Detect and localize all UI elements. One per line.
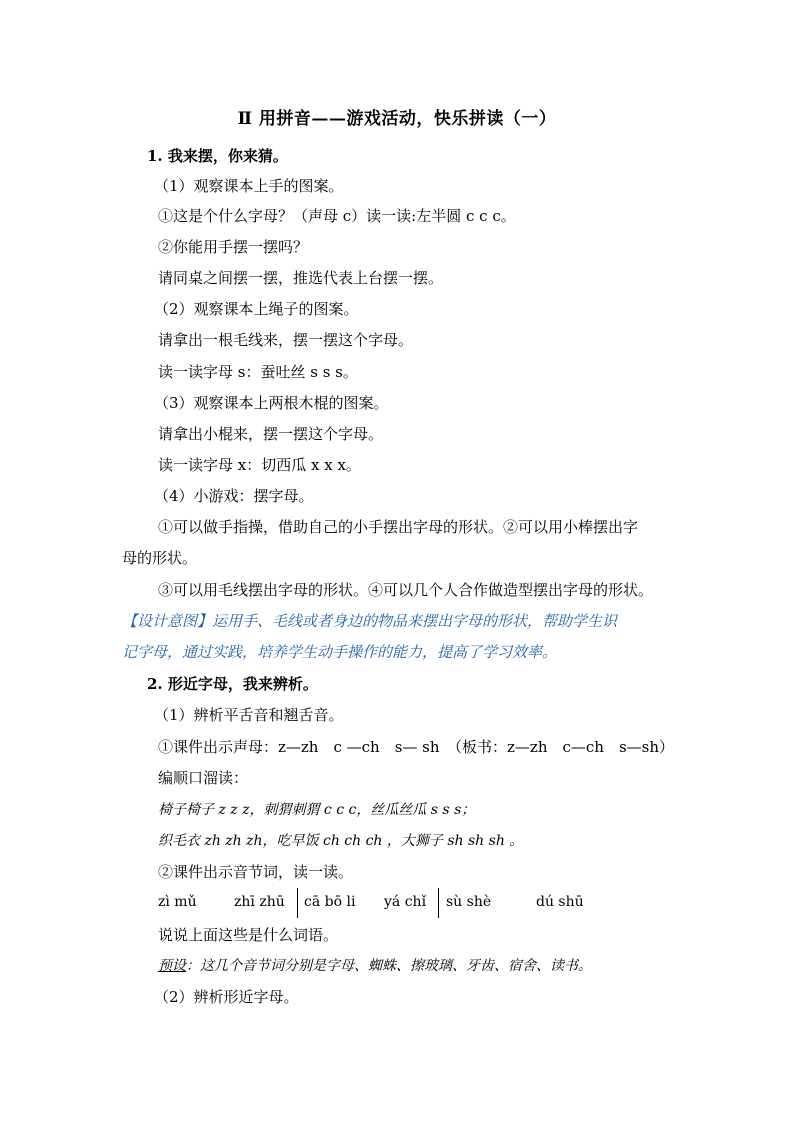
preset-line	[158, 956, 592, 976]
paragraph: （2）辨析形近字母。	[154, 988, 299, 1006]
preset-text: ：这几个音节词分别是字母、蜘蛛、擦玻璃、牙齿、宿舍、读书。	[186, 958, 592, 974]
paragraph: 读一读字母 s：蚕吐丝 s s s。	[158, 363, 358, 381]
divider	[297, 888, 298, 918]
paragraph: ①课件出示声母：z—zh c —ch s— sh （板书：z—zh c—ch s—sh）	[158, 738, 675, 756]
pinyin-word: dú shū	[536, 894, 584, 910]
paragraph: ②你能用手摆一摆吗？	[158, 238, 309, 256]
paragraph: 请同桌之间摆一摆，推选代表上台摆一摆。	[158, 269, 444, 287]
paragraph: ①这是个什么字母？（声母 c）读一读:左半圆 c c c。	[158, 207, 516, 225]
paragraph: 母的形状。	[122, 549, 198, 567]
preset-label: 预设	[158, 958, 186, 974]
rhyme-line: 椅子椅子 z z z，刺猬刺猬 c c c，丝瓜丝瓜 s s s；	[158, 802, 476, 818]
section2-heading: 2. 形近字母，我来辨析。	[147, 675, 318, 693]
paragraph: 请拿出小棍来，摆一摆这个字母。	[158, 425, 384, 443]
divider	[438, 888, 439, 918]
paragraph: （4）小游戏：摆字母。	[154, 487, 314, 505]
paragraph: 说说上面这些是什么词语。	[158, 926, 339, 944]
paragraph: ③可以用毛线摆出字母的形状。④可以几个人合作做造型摆出字母的形状。	[158, 581, 654, 599]
paragraph: ②课件出示音节词，读一读。	[158, 863, 354, 881]
paragraph: （1）辨析平舌音和翘舌音。	[154, 706, 344, 724]
pinyin-word: zhī zhū	[234, 894, 285, 910]
paragraph: 读一读字母 x：切西瓜 x x x。	[158, 456, 361, 474]
pinyin-word: cā bō li	[304, 894, 356, 910]
pinyin-word: sù shè	[446, 894, 492, 910]
paragraph: （2）观察课本上绳子的图案。	[154, 300, 359, 318]
pinyin-word: yá chǐ	[384, 894, 427, 910]
page-title: Ⅱ 用拼音——游戏活动，快乐拼读（一）	[237, 109, 557, 129]
section1-heading: 1. 我来摆，你来猜。	[147, 147, 288, 165]
paragraph: （1）观察课本上手的图案。	[154, 177, 344, 195]
rhyme-line: 织毛衣 zh zh zh，吃早饭 ch ch ch ，大狮子 sh sh sh 。	[158, 833, 524, 849]
paragraph: ①可以做手指操，借助自己的小手摆出字母的形状。②可以用小棒摆出字	[158, 518, 639, 536]
paragraph: 请拿出一根毛线来，摆一摆这个字母。	[158, 331, 414, 349]
pinyin-word: zì mǔ	[158, 894, 197, 910]
design-intent: 【设计意图】运用手、毛线或者身边的物品来摆出字母的形状，帮助学生识	[122, 612, 618, 630]
design-intent: 记字母，通过实践，培养学生动手操作的能力，提高了学习效率。	[122, 643, 558, 661]
paragraph: （3）观察课本上两根木棍的图案。	[154, 394, 389, 412]
paragraph: 编顺口溜读：	[158, 769, 249, 787]
